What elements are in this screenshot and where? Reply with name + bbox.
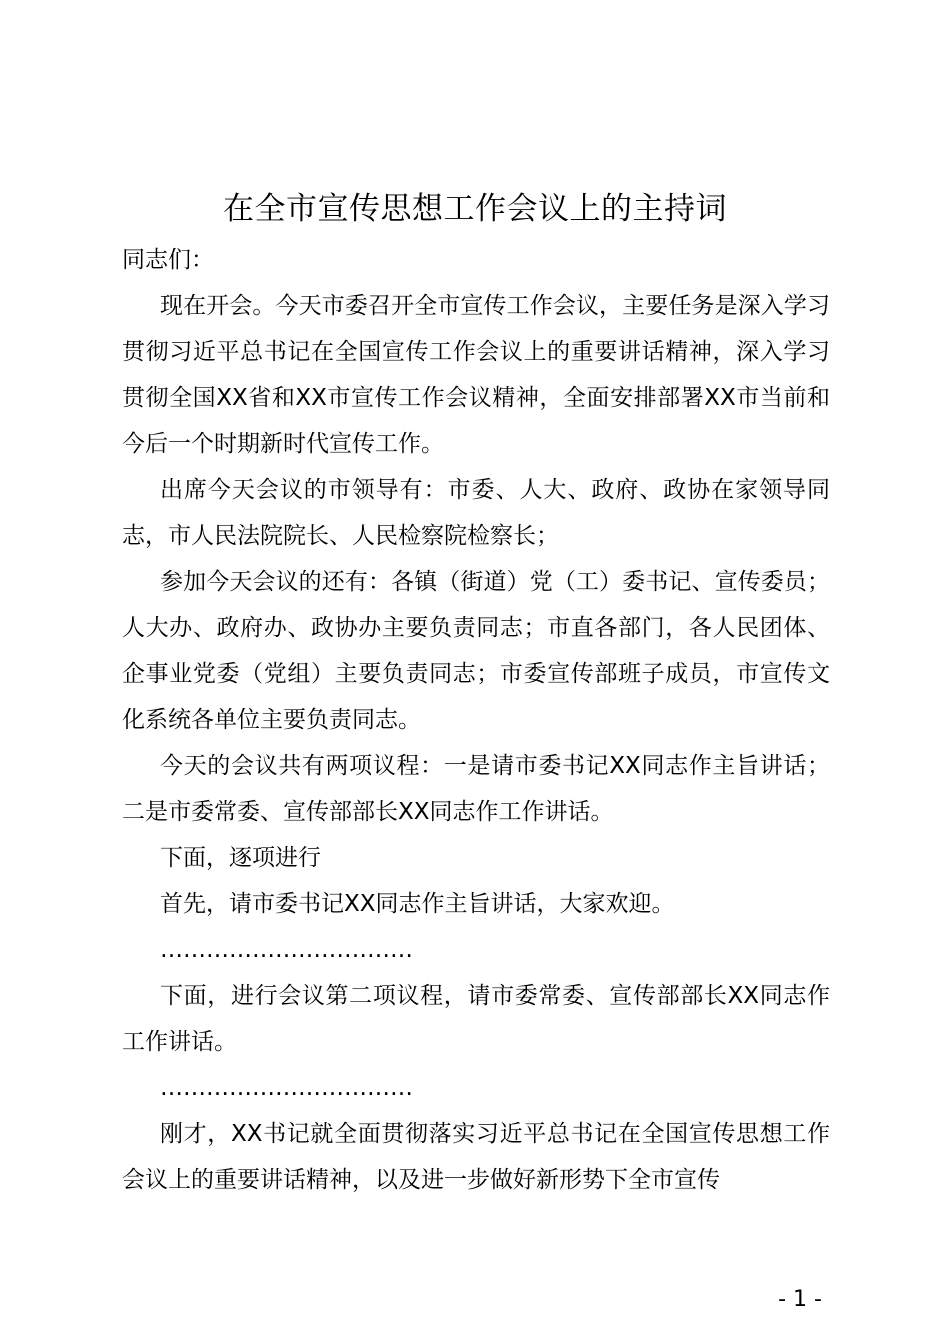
paragraph-attending-leaders: 出席今天会议的市领导有：市委、人大、政府、政协在家领导同志，市人民法院院长、人民检察院检察长； <box>122 477 830 549</box>
paragraph-opening: 现在开会。今天市委召开全市宣传工作会议，主要任务是深入学习贯彻习近平总书记在全国宣传工作会议上的重要讲话精神，深入学习贯彻全国XX省和XX市宣传工作会议精神，全面安排部署XX市当前和今后一个时期新时代宣传工作。 <box>122 293 830 457</box>
salutation: 同志们： <box>122 247 214 273</box>
ellipsis-separator: …………………………… <box>160 1075 413 1101</box>
paragraph-second-agenda: 下面，进行会议第二项议程，请市委常委、宣传部部长XX同志作工作讲话。 <box>122 983 830 1055</box>
paragraph-proceed: 下面，逐项进行 <box>160 845 321 871</box>
paragraph-summary: 刚才，XX书记就全面贯彻落实习近平总书记在全国宣传思想工作会议上的重要讲话精神，以及进一步做好新形势下全市宣传 <box>122 1121 830 1193</box>
paragraph-first-speech: 首先，请市委书记XX同志作主旨讲话，大家欢迎。 <box>160 891 675 917</box>
paragraph-agenda: 今天的会议共有两项议程：一是请市委书记XX同志作主旨讲话；二是市委常委、宣传部部长XX同志作工作讲话。 <box>122 753 830 825</box>
document-title: 在全市宣传思想工作会议上的主持词 <box>223 191 727 227</box>
document-body <box>122 237 830 1203</box>
page-number: - 1 - <box>778 1287 822 1312</box>
ellipsis-separator: …………………………… <box>160 937 413 963</box>
paragraph-participants: 参加今天会议的还有：各镇（街道）党（工）委书记、宣传委员；人大办、政府办、政协办主要负责同志；市直各部门，各人民团体、企事业党委（党组）主要负责同志；市委宣传部班子成员，市宣传文化系统各单位主要负责同志。 <box>122 569 830 733</box>
